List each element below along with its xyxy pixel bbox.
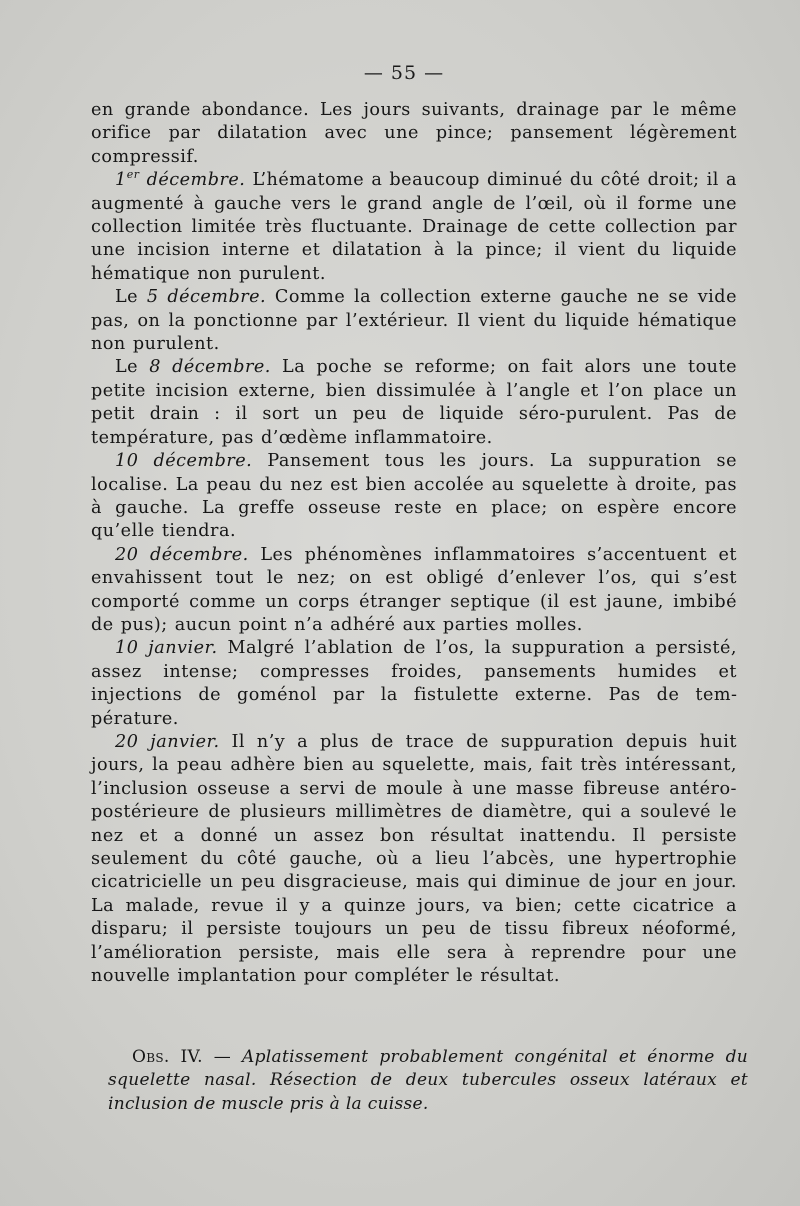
paragraph-prefix: Le bbox=[115, 357, 150, 378]
date-label: 8 décembre. bbox=[149, 357, 271, 378]
observation-title: Aplatissement probablement congénital et énorme du squelette nasal. Résection de deux tubercules osseux latéraux et inclusion de muscle pris à la cuisse. bbox=[108, 1047, 748, 1114]
date-label: 20 janvier. bbox=[115, 731, 220, 752]
date-label: 10 janvier. bbox=[115, 638, 218, 659]
paragraph-text: Il n’y a plus de trace de suppuration depuis huit jours, la peau adhère bien au squelette, mais, fait très intéressant, l’inclusion osseuse a servi de moule à une masse fibreuse antéro-postérieure de plusieurs millimètres de diamètre, qui a soulevé le nez et a donné un assez bon résultat inattendu. Il persiste seulement du côté gauche, où a lieu l’abcès, une hypertrophie cicatricielle un peu disgracieuse, mais qui diminue de jour en jour. La malade, revue il y a quinze jours, va bien; cette cicatrice a disparu; il persiste toujours un peu de tissu fibreux néoformé, l’amélioration persiste, mais elle sera à reprendre pour une nouvelle implantation pour compléter le résultat. bbox=[91, 731, 737, 987]
date-label: 5 décembre. bbox=[146, 287, 267, 308]
observation-number: Obs. IV. bbox=[132, 1047, 203, 1067]
paragraph-text: L’hématome a beaucoup diminué du côté droit; il a augmenté à gauche vers le grand angle de l’œil, où il forme une collection limitée très fluctuante. Drainage de cette collection par une incision interne et dilatation à la pince; il vient du liquide hématique non purulent. bbox=[91, 170, 737, 284]
paragraph-10-janvier bbox=[91, 637, 737, 731]
observation-dash: — bbox=[202, 1047, 243, 1067]
paragraph-text: en grande abondance. Les jours suivants, drainage par le même orifice par dilatation avec une pince; pansement légèrement compressif. bbox=[91, 100, 737, 167]
date-label: 1er décembre. bbox=[115, 168, 246, 191]
body-text bbox=[91, 99, 737, 988]
paragraph-text: Pansement tous les jours. La suppuration se localise. La peau du nez est bien accolée au squelette à droite, pas à gauche. La greffe osseuse reste en place; on espère encore qu’elle tiendra. bbox=[91, 451, 738, 542]
paragraph-10-decembre bbox=[91, 450, 737, 544]
date-label: 20 décembre. bbox=[115, 544, 249, 565]
paragraph-text: Malgré l’ablation de l’os, la suppuration a persisté, assez intense; compresses froides, pansements humides et injections de goménol par la fistulette externe. Pas de température. bbox=[91, 638, 737, 729]
paragraph-5-decembre bbox=[91, 286, 737, 356]
paragraph-20-decembre bbox=[91, 544, 737, 638]
paragraph-text: Les phénomènes inflammatoires s’accentuent et envahissent tout le nez; on est obligé d’enlever l’os, qui s’est comporté comme un corps étranger septique (il est jaune, imbibé de pus); aucun point n’a adhéré aux parties molles. bbox=[91, 544, 737, 635]
paragraph-text: Comme la collection externe gauche ne se vide pas, on la ponctionne par l’extérieur. Il vient du liquide hématique non purulent. bbox=[91, 287, 737, 355]
paragraph-8-decembre bbox=[91, 356, 737, 450]
paragraph-intro bbox=[91, 99, 737, 169]
paragraph-prefix: Le bbox=[115, 287, 147, 308]
paragraph-20-janvier bbox=[91, 731, 737, 988]
date-label: 10 décembre. bbox=[115, 451, 253, 472]
paragraph-1-decembre bbox=[91, 169, 737, 286]
paragraph-text: La poche se reforme; on fait alors une toute petite incision externe, bien dissimulée à l’angle et l’on place un petit drain : il sort un peu de liquide séro-purulent. Pas de température, pas d’œdème inflammatoire. bbox=[91, 357, 737, 448]
observation-heading bbox=[108, 1046, 748, 1116]
page-number: — 55 — bbox=[363, 62, 445, 84]
